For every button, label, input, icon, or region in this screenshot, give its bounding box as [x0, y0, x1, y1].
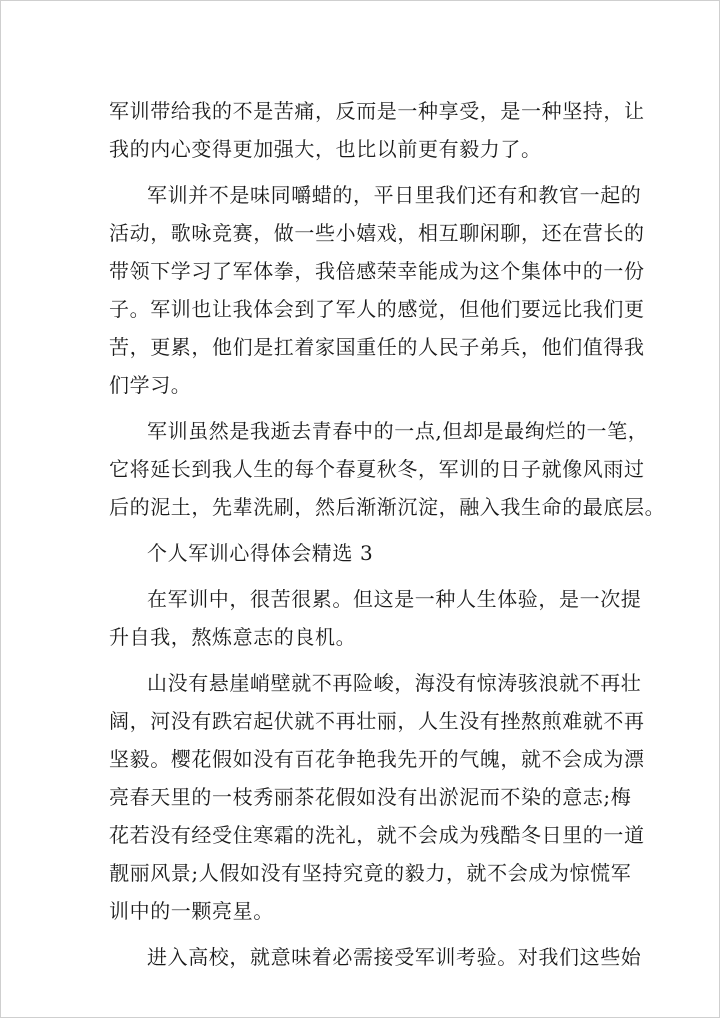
paragraph: [109, 580, 642, 656]
text-line: 靓丽风景;人假如没有坚持究竟的毅力，就不会成为惊慌军: [109, 861, 632, 885]
paragraph: [109, 664, 645, 930]
text-line: 子。军训也让我体会到了军人的感觉，但他们要远比我们更: [109, 297, 645, 321]
paragraph: [109, 176, 645, 404]
paragraph: [109, 534, 619, 572]
text-line: 阔，河没有跌宕起伏就不再壮丽，人生没有挫熬煎难就不再: [109, 709, 645, 733]
text-line: 山没有悬崖峭壁就不再险峻，海没有惊涛骇浪就不再壮: [147, 671, 642, 695]
paragraph: [109, 92, 645, 168]
text-line: 在军训中，很苦很累。但这是一种人生体验，是一次提: [147, 587, 642, 611]
text-line: 们学习。: [109, 373, 192, 397]
text-line: 训中的一颗亮星。: [109, 899, 274, 923]
text-line: 坚毅。樱花假如没有百花争艳我先开的气魄，就不会成为漂: [109, 747, 645, 771]
text-line: 军训虽然是我逝去青春中的一点,但却是最绚烂的一笔，: [147, 419, 649, 443]
text-line: 我的内心变得更加强大，也比以前更有毅力了。: [109, 137, 542, 161]
text-line: 升自我，熬炼意志的良机。: [109, 625, 357, 649]
text-line: 它将延长到我人生的每个春夏秋冬，军训的日子就像风雨过: [109, 457, 645, 481]
text-line: 带领下学习了军体拳，我倍感荣幸能成为这个集体中的一份: [109, 259, 645, 283]
text-line: 进入高校，就意味着必需接受军训考验。对我们这些始: [147, 945, 642, 969]
text-line: 苦，更累，他们是扛着家国重任的人民子弟兵，他们值得我: [109, 335, 645, 359]
text-line: 花若没有经受住寒霜的洗礼，就不会成为残酷冬日里的一道: [109, 823, 645, 847]
text-line: 亮春天里的一枝秀丽茶花假如没有出淤泥而不染的意志;梅: [109, 785, 632, 809]
document-body: [109, 92, 666, 984]
paragraph: [109, 938, 642, 976]
text-line: 活动，歌咏竞赛，做一些小嬉戏，相互聊闲聊，还在营长的: [109, 221, 645, 245]
text-line: 军训并不是味同嚼蜡的，平日里我们还有和教官一起的: [147, 183, 642, 207]
paragraph: [109, 412, 666, 526]
text-line: 后的泥土，先辈洗刷，然后渐渐沉淀，融入我生命的最底层。: [109, 495, 666, 519]
text-line: 军训带给我的不是苦痛，反而是一种享受，是一种坚持，让: [109, 99, 645, 123]
text-line: 个人军训心得体会精选 3: [147, 541, 374, 565]
